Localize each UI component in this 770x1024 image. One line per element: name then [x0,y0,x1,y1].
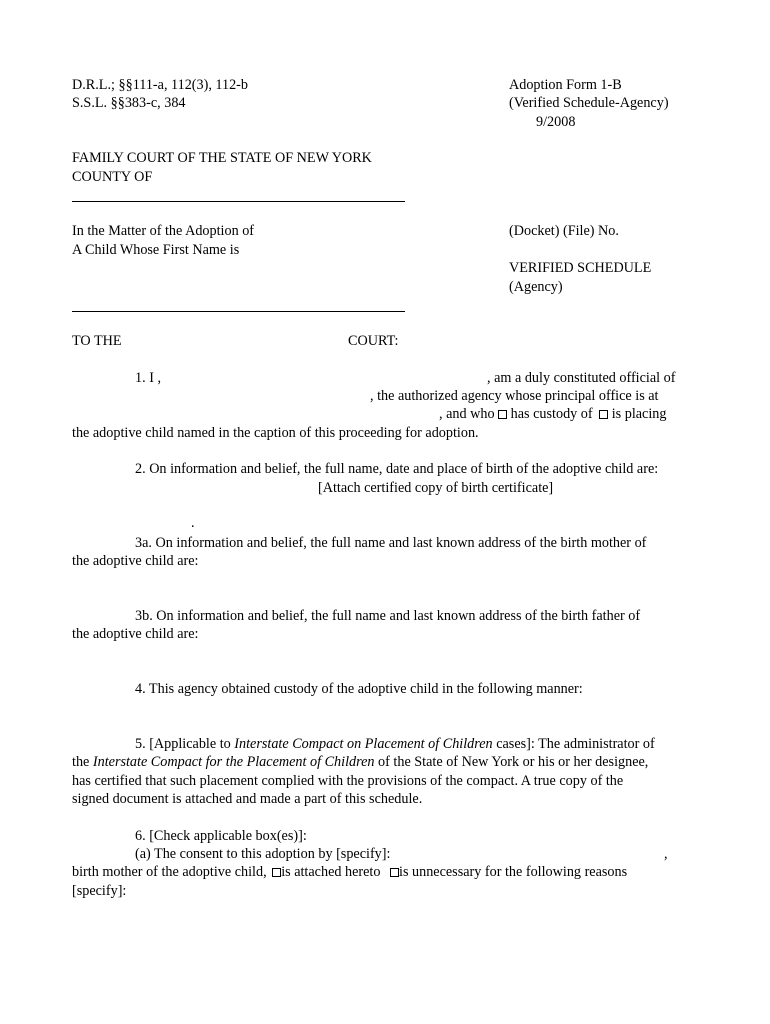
para1-has-custody: has custody of [510,406,593,422]
county-underline [72,201,405,202]
para1-agency: , the authorized agency whose principal office is at [370,388,659,404]
caption-underline [72,311,405,312]
para5-line3: has certified that such placement complied with the provisions of the compact. A true copy of the [72,773,624,789]
para1-end: the adoptive child named in the caption of this proceeding for adoption. [72,425,479,441]
para1-custody-line [439,405,667,423]
document-title: VERIFIED SCHEDULE [509,260,652,276]
para5-l1-compact-name: Interstate Compact on Placement of Children [234,736,493,752]
statute-citation-ssl: S.S.L. §§383-c, 384 [72,95,186,111]
para6-heading: 6. [Check applicable box(es)]: [135,828,307,844]
court-name: FAMILY COURT OF THE STATE OF NEW YORK [72,150,372,166]
docket-number-label: (Docket) (File) No. [509,223,619,239]
matter-line-2: A Child Whose First Name is [72,242,240,258]
para2-text: 2. On information and belief, the full name, date and place of birth of the adoptive child are: [135,461,659,477]
para6-birth-mother: birth mother of the adoptive child, [72,864,267,880]
to-the-label: TO THE [72,333,122,349]
para2-period: . [191,515,195,531]
para5-l2-prefix: the [72,754,90,770]
para1-start: 1. I , [135,370,162,386]
has-custody-checkbox[interactable] [498,410,507,419]
para3a-line1: 3a. On information and belief, the full name and last known address of the birth mother of [135,535,647,551]
para6-comma: , [664,846,668,862]
consent-unnecessary-checkbox[interactable] [390,868,399,877]
form-number: Adoption Form 1-B [509,77,622,93]
para5-l1-prefix: 5. [Applicable to [135,736,231,752]
para3b-line2: the adoptive child are: [72,626,199,642]
para5-line2 [72,753,648,771]
para4-text: 4. This agency obtained custody of the adoptive child in the following manner: [135,681,583,697]
consent-attached-checkbox[interactable] [272,868,281,877]
para5-l2-compact-name: Interstate Compact for the Placement of Children [92,754,375,770]
para2-attach-note: [Attach certified copy of birth certificate] [318,480,554,496]
para3b-line1: 3b. On information and belief, the full name and last known address of the birth father of [135,608,641,624]
para1-who: , and who [439,406,495,422]
para3a-line2: the adoptive child are: [72,553,199,569]
para5-line1 [135,735,655,753]
is-placing-checkbox[interactable] [599,410,608,419]
para6-attached: is attached hereto [281,864,381,880]
para6-specify: [specify]: [72,883,127,899]
form-date: 9/2008 [536,114,576,130]
para5-l2-suffix: of the State of New York or his or her designee, [378,754,649,770]
court-label: COURT: [348,333,399,349]
para1-is-placing: is placing [611,406,667,422]
para5-line4: signed document is attached and made a part of this schedule. [72,791,423,807]
county-label: COUNTY OF [72,169,153,185]
para6-consent-line: (a) The consent to this adoption by [specify]: [135,846,391,862]
document-subtitle: (Agency) [509,279,563,295]
para5-l1-suffix: cases]: The administrator of [496,736,655,752]
statute-citation-drl: D.R.L.; §§111-a, 112(3), 112-b [72,77,248,93]
para1-official: , am a duly constituted official of [487,370,676,386]
para6-unnecessary: is unnecessary for the following reasons [399,864,628,880]
matter-line-1: In the Matter of the Adoption of [72,223,255,239]
para6-birth-mother-line [72,863,627,881]
form-subtitle: (Verified Schedule-Agency) [509,95,669,111]
